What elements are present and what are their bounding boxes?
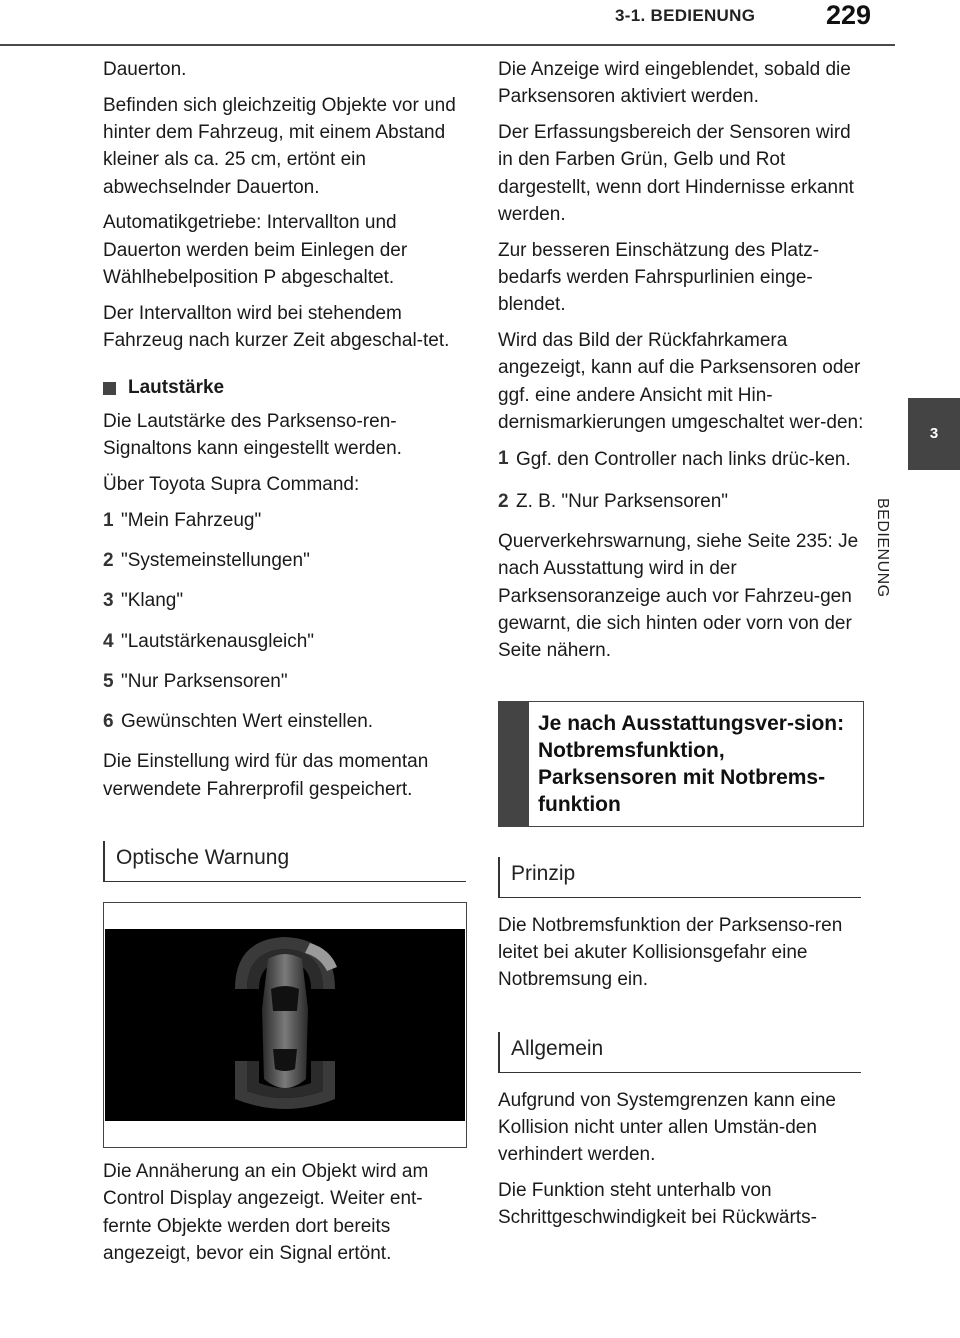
step-number: 2 xyxy=(498,490,509,512)
paragraph: Befinden sich gleichzeitig Objekte vor und hinter dem Fahrzeug, mit einem Abstand kleiner als ca. 25 cm, ertönt ein abwechselnder Dauerton. xyxy=(103,94,456,198)
step-text: "Systemeinstellungen" xyxy=(121,549,310,571)
paragraph: Aufgrund von Systemgrenzen kann eine Kollision nicht unter allen Umstän-den verhindert werden. xyxy=(498,1089,836,1166)
chapter-label-text: BEDIENUNG xyxy=(874,498,892,598)
step-number: 1 xyxy=(103,509,114,531)
step-text: "Mein Fahrzeug" xyxy=(121,509,262,531)
step-number: 3 xyxy=(103,590,114,612)
paragraph: Wird das Bild der Rückfahrkamera angezeigt, kann auf die Parksensoren oder ggf. eine andere Ansicht mit Hin-dernismarkierungen umgeschaltet wer-den: xyxy=(498,330,864,434)
subheading-volume xyxy=(103,374,471,401)
subheading-text: Lautstärke xyxy=(128,377,225,399)
section-heading-general: Allgemein xyxy=(498,1032,861,1073)
step-number: 2 xyxy=(103,549,114,571)
step-text: Gewünschten Wert einstellen. xyxy=(121,711,374,733)
step-text: "Klang" xyxy=(121,590,184,612)
step-item xyxy=(103,507,471,534)
left-column xyxy=(103,56,471,1276)
parking-sensor-display-figure xyxy=(103,902,467,1148)
step-text: "Nur Parksensoren" xyxy=(121,670,288,692)
step-item xyxy=(498,445,864,475)
control-display-screen xyxy=(105,929,465,1121)
paragraph: Die Funktion steht unterhalb von Schrittgeschwindigkeit bei Rückwärts- xyxy=(498,1179,817,1229)
paragraph: Die Annäherung an ein Objekt wird am Control Display angezeigt. Weiter ent-fernte Objekte werden dort bereits angezeigt, bevor ein Signal ertönt. xyxy=(103,1161,429,1264)
paragraph: Die Lautstärke des Parksenso-ren-Signaltons kann eingestellt werden. xyxy=(103,410,402,460)
step-item xyxy=(103,708,471,735)
step-number: 6 xyxy=(103,711,114,733)
chapter-tab: 3 xyxy=(908,398,960,470)
step-number: 1 xyxy=(498,447,509,469)
section-heading-optical-warning: Optische Warnung xyxy=(103,841,466,882)
paragraph: Die Notbremsfunktion der Parksenso-ren leitet bei akuter Kollisionsgefahr eine Notbremsung ein. xyxy=(498,914,843,991)
paragraph: Der Erfassungsbereich der Sensoren wird in den Farben Grün, Gelb und Rot dargestellt, wenn dort Hindernisse erkannt werden. xyxy=(498,122,854,225)
section-heading-principle: Prinzip xyxy=(498,857,861,898)
square-bullet-icon xyxy=(103,382,116,395)
step-text: Z. B. "Nur Parksensoren" xyxy=(516,490,729,512)
car-icon xyxy=(262,954,308,1088)
step-item xyxy=(103,628,471,655)
step-item xyxy=(498,488,864,515)
paragraph: Automatikgetriebe: Intervallton und Dauerton werden beim Einlegen der Wählhebelposition P abgeschaltet. xyxy=(103,212,408,289)
step-text: Ggf. den Controller nach links drüc-ken. xyxy=(516,448,851,470)
header-rule xyxy=(0,44,895,46)
step-text: "Lautstärkenausgleich" xyxy=(121,630,315,652)
chapter-label xyxy=(874,498,952,638)
paragraph: Der Intervallton wird bei stehendem Fahrzeug nach kurzer Zeit abgeschal-tet. xyxy=(103,302,450,352)
section-title: 3-1. BEDIENUNG xyxy=(615,6,756,25)
right-column xyxy=(498,56,864,1240)
paragraph: Die Einstellung wird für das momentan verwendete Fahrerprofil gespeichert. xyxy=(103,751,429,800)
note-box-title: Je nach Ausstattungsver-sion: Notbremsfunktion, Parksensoren mit Notbrems-funktion xyxy=(538,711,845,816)
step-number: 5 xyxy=(103,670,114,692)
step-number: 4 xyxy=(103,630,114,652)
step-item xyxy=(103,668,471,695)
page-number: 229 xyxy=(826,0,872,30)
step-item xyxy=(103,547,471,574)
car-top-view-graphic xyxy=(105,929,465,1121)
note-box-bar xyxy=(499,702,529,826)
step-item xyxy=(103,587,471,614)
page-header xyxy=(0,0,960,44)
paragraph: Die Anzeige wird eingeblendet, sobald die Parksensoren aktiviert werden. xyxy=(498,59,851,108)
equipment-note-box xyxy=(498,701,864,827)
paragraph: Querverkehrswarnung, siehe Seite 235: Je nach Ausstattung wird in der Parksensoranzeige auch vor Fahrzeu-gen gewarnt, die sich hinten oder vorn von der Seite nähern. xyxy=(498,531,859,662)
paragraph: Über Toyota Supra Command: xyxy=(103,473,360,495)
paragraph: Zur besseren Einschätzung des Platz-bedarfs werden Fahrspurlinien einge-blendet. xyxy=(498,239,820,316)
paragraph: Dauerton. xyxy=(103,59,187,80)
